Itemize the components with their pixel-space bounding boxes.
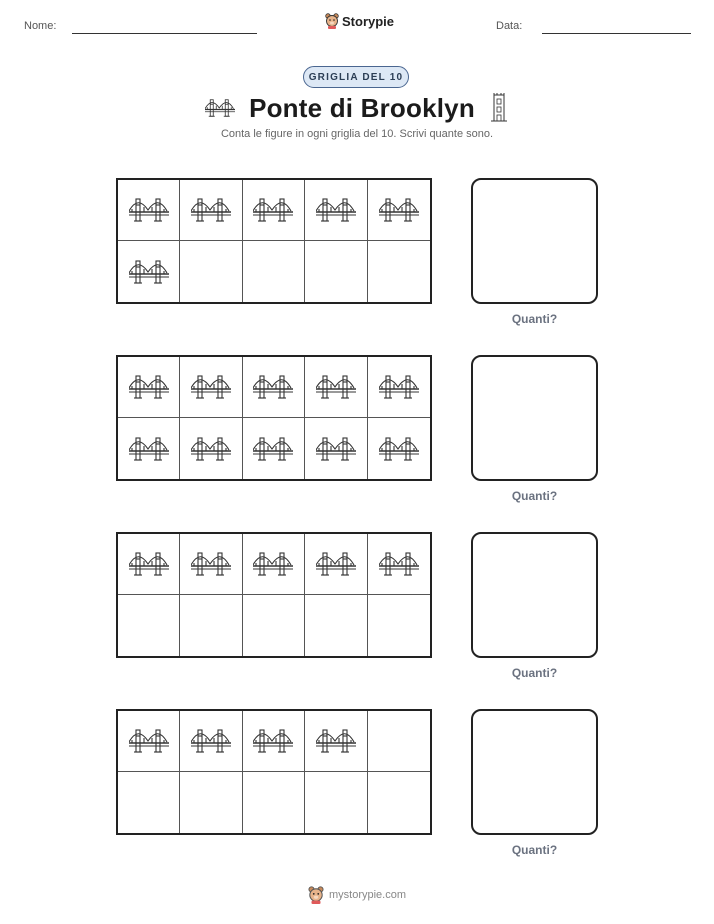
bridge-icon <box>316 551 356 577</box>
ten-frame-1 <box>116 178 432 304</box>
date-label: Data: <box>496 20 523 32</box>
ten-frame-3 <box>116 532 432 658</box>
answer-box-4[interactable] <box>471 709 598 835</box>
worksheet-type-badge: GRIGLIA DEL 10 <box>303 66 409 88</box>
ten-frame-cell <box>305 534 367 595</box>
bridge-icon <box>379 436 419 462</box>
ten-frame-cell <box>368 357 430 418</box>
ten-frame-cell <box>305 180 367 241</box>
answer-box-2[interactable] <box>471 355 598 481</box>
bridge-icon <box>129 436 169 462</box>
ten-frame-cell <box>180 772 242 833</box>
ten-frame-cell <box>180 357 242 418</box>
ten-frame-cell <box>180 711 242 772</box>
ten-frame-cell <box>243 241 305 302</box>
bridge-icon <box>129 551 169 577</box>
ten-frame-cell <box>118 534 180 595</box>
bridge-icon <box>379 551 419 577</box>
ten-frame-cell <box>180 241 242 302</box>
name-label: Nome: <box>24 20 57 32</box>
bridge-icon <box>129 197 169 223</box>
ten-frame-4 <box>116 709 432 835</box>
ten-frame-cell <box>118 180 180 241</box>
footer-url: mystorypie.com <box>328 889 407 901</box>
ten-frame-cell <box>243 534 305 595</box>
answer-label-4: Quanti? <box>511 843 558 857</box>
page-title: Ponte di Brooklyn <box>249 92 475 123</box>
footer <box>0 886 714 904</box>
bridge-icon <box>129 374 169 400</box>
ten-frame-cell <box>368 772 430 833</box>
brand-logo <box>325 13 394 29</box>
bridge-icon <box>316 728 356 754</box>
tower-icon <box>489 93 509 123</box>
title-row <box>0 92 714 124</box>
ten-frame-cell <box>368 180 430 241</box>
ten-frame-cell <box>305 241 367 302</box>
ten-frame-cell <box>180 180 242 241</box>
ten-frame-cell <box>368 711 430 772</box>
answer-label-1: Quanti? <box>511 312 558 326</box>
bridge-icon <box>316 197 356 223</box>
bridge-icon <box>316 374 356 400</box>
ten-frame-cell <box>243 711 305 772</box>
ten-frame-cell <box>305 772 367 833</box>
brand-name: Storypie <box>342 13 395 29</box>
ten-frame-cell <box>180 418 242 479</box>
ten-frame-cell <box>243 180 305 241</box>
ten-frame-cell <box>368 534 430 595</box>
ten-frame-cell <box>305 711 367 772</box>
bridge-icon <box>205 98 235 118</box>
bridge-icon <box>379 374 419 400</box>
bear-icon <box>308 886 324 904</box>
bear-icon <box>325 13 339 29</box>
ten-frame-cell <box>118 711 180 772</box>
answer-label-3: Quanti? <box>511 666 558 680</box>
ten-frame-cell <box>243 357 305 418</box>
bridge-icon <box>191 728 231 754</box>
answer-box-3[interactable] <box>471 532 598 658</box>
answer-label-2: Quanti? <box>511 489 558 503</box>
ten-frame-cell <box>368 418 430 479</box>
bridge-icon <box>129 728 169 754</box>
ten-frame-cell <box>243 595 305 656</box>
instructions: Conta le figure in ogni griglia del 10. Scrivi quante sono. <box>220 128 494 140</box>
ten-frame-cell <box>118 241 180 302</box>
bridge-icon <box>379 197 419 223</box>
ten-frame-cell <box>118 772 180 833</box>
name-line[interactable] <box>72 33 257 34</box>
bridge-icon <box>191 436 231 462</box>
ten-frame-cell <box>118 357 180 418</box>
answer-box-1[interactable] <box>471 178 598 304</box>
bridge-icon <box>191 197 231 223</box>
ten-frame-cell <box>180 534 242 595</box>
bridge-icon <box>253 436 293 462</box>
ten-frame-cell <box>118 595 180 656</box>
ten-frame-2 <box>116 355 432 481</box>
bridge-icon <box>253 374 293 400</box>
bridge-icon <box>191 374 231 400</box>
bridge-icon <box>253 728 293 754</box>
ten-frame-cell <box>305 357 367 418</box>
ten-frame-cell <box>243 772 305 833</box>
ten-frame-cell <box>305 595 367 656</box>
date-line[interactable] <box>542 33 691 34</box>
bridge-icon <box>253 197 293 223</box>
ten-frame-cell <box>368 595 430 656</box>
bridge-icon <box>316 436 356 462</box>
ten-frame-cell <box>180 595 242 656</box>
bridge-icon <box>253 551 293 577</box>
ten-frame-cell <box>305 418 367 479</box>
bridge-icon <box>129 259 169 285</box>
ten-frame-cell <box>243 418 305 479</box>
ten-frame-cell <box>118 418 180 479</box>
bridge-icon <box>191 551 231 577</box>
ten-frame-cell <box>368 241 430 302</box>
